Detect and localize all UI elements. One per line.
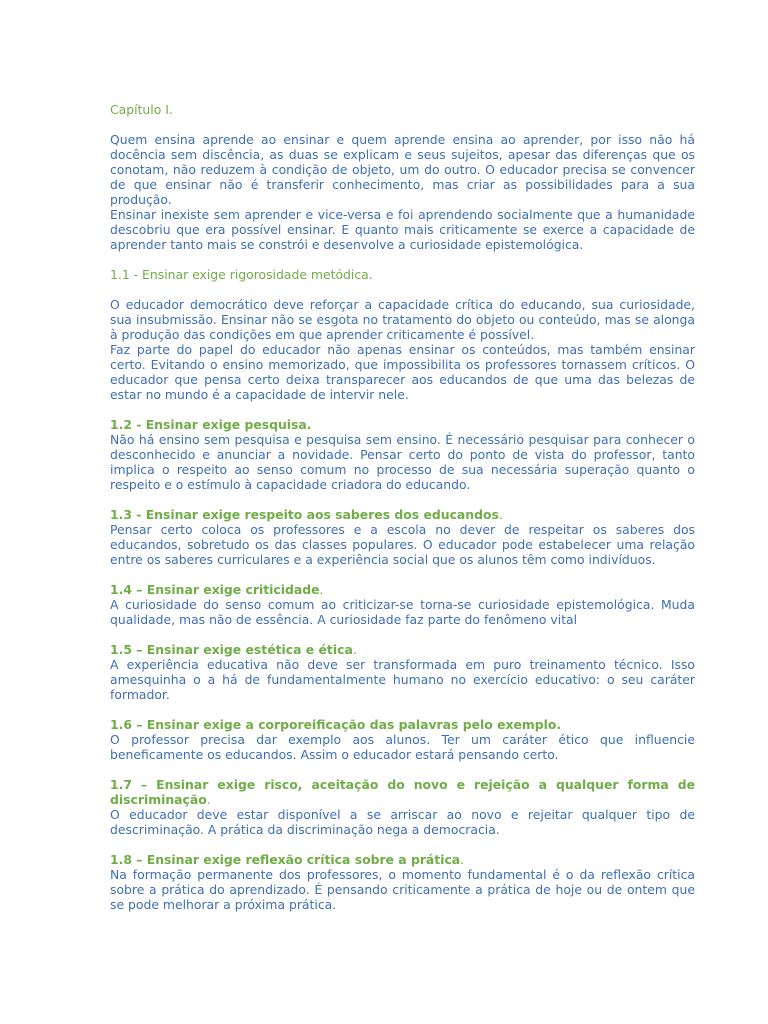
intro-paragraph-2: Ensinar inexiste sem aprender e vice-versa e foi aprendendo socialmente que a humanidade descobriu que era possível ensinar. E quanto mais criticamente se exerce a capacidade de aprender tanto mais se constrói e desenvolve a curiosidade epistemológica. bbox=[110, 207, 695, 252]
section-heading-tail: . bbox=[498, 507, 503, 522]
section-heading bbox=[110, 777, 695, 807]
section-1-3 bbox=[110, 507, 695, 567]
section-1-5 bbox=[110, 642, 695, 702]
section-heading-text: 1.7 – Ensinar exige risco, aceitação do novo e rejeição a qualquer forma de discriminação bbox=[110, 777, 695, 807]
section-paragraph: Faz parte do papel do educador não apenas ensinar os conteúdos, mas também ensinar certo. Evitando o ensino memorizado, que impossibilita os professores tornassem críticos. O educador que pensa certo deixa transparecer aos educandos de que uma das belezas de estar no mundo é a capacidade de intervir nele. bbox=[110, 342, 695, 402]
section-heading-text: 1.5 – Ensinar exige estética e ética bbox=[110, 642, 353, 657]
section-1-6 bbox=[110, 717, 695, 762]
section-heading-tail: . bbox=[206, 792, 211, 807]
intro-paragraph-1: Quem ensina aprende ao ensinar e quem aprende ensina ao aprender, por isso não há docência sem discência, as duas se explicam e seus sujeitos, apesar das diferenças que os conotam, não reduzem à condição de objeto, um do outro. O educador precisa se convencer de que ensinar não é transferir conhecimento, mas criar as possibilidades para a sua produção. bbox=[110, 132, 695, 207]
section-heading-tail: . bbox=[319, 582, 324, 597]
section-heading bbox=[110, 582, 695, 597]
section-heading bbox=[110, 852, 695, 867]
section-paragraph: A curiosidade do senso comum ao criticizar-se torna-se curiosidade epistemológica. Muda qualidade, mas não de essência. A curiosidade faz parte do fenômeno vital bbox=[110, 597, 695, 627]
section-paragraph: A experiência educativa não deve ser transformada em puro treinamento técnico. Isso amesquinha o a há de fundamentalmente humano no exercício educativo: o seu caráter formador. bbox=[110, 657, 695, 702]
section-heading bbox=[110, 642, 695, 657]
section-heading-text: 1.2 - Ensinar exige pesquisa. bbox=[110, 417, 312, 432]
section-heading-text: 1.1 - Ensinar exige rigorosidade metódica bbox=[110, 267, 369, 282]
section-heading bbox=[110, 417, 695, 432]
section-1-2 bbox=[110, 417, 695, 492]
section-1-7 bbox=[110, 777, 695, 837]
section-paragraph: O professor precisa dar exemplo aos alunos. Ter um caráter ético que influencie beneficamente os educandos. Assim o educador estará pensando certo. bbox=[110, 732, 695, 762]
section-heading-tail: . bbox=[368, 267, 373, 282]
chapter-title: Capítulo I. bbox=[110, 102, 173, 117]
section-1-8 bbox=[110, 852, 695, 912]
section-paragraph: Não há ensino sem pesquisa e pesquisa sem ensino. É necessário pesquisar para conhecer o desconhecido e anunciar a novidade. Pensar certo do ponto de vista do professor, tanto implica o respeito ao senso comum no processo de sua necessária superação quanto o respeito e o estímulo à capacidade criadora do educando. bbox=[110, 432, 695, 492]
section-paragraph: Na formação permanente dos professores, o momento fundamental é o da reflexão crítica sobre a prática do aprendizado. É pensando criticamente a prática de hoje ou de ontem que se pode melhorar a próxima prática. bbox=[110, 867, 695, 912]
section-heading-text: 1.4 – Ensinar exige criticidade bbox=[110, 582, 320, 597]
section-paragraph: Pensar certo coloca os professores e a escola no dever de respeitar os saberes dos educandos, sobretudo os das classes populares. O educador pode estabelecer uma relação entre os saberes curriculares e a experiência social que os alunos têm como indivíduos. bbox=[110, 522, 695, 567]
section-heading-text: 1.6 – Ensinar exige a corporeificação das palavras pelo exemplo. bbox=[110, 717, 562, 732]
section-heading-text: 1.8 – Ensinar exige reflexão crítica sobre a prática bbox=[110, 852, 461, 867]
section-paragraph: O educador democrático deve reforçar a capacidade crítica do educando, sua curiosidade, sua insubmissão. Ensinar não se esgota no tratamento do objeto ou conteúdo, mas se alonga à produção das condições em que aprender criticamente é possível. bbox=[110, 297, 695, 342]
section-heading-tail: . bbox=[352, 642, 357, 657]
document-page bbox=[110, 102, 695, 912]
section-heading bbox=[110, 267, 695, 282]
section-1-1 bbox=[110, 267, 695, 402]
section-heading-tail: . bbox=[460, 852, 465, 867]
section-heading-text: 1.3 - Ensinar exige respeito aos saberes dos educandos bbox=[110, 507, 499, 522]
section-heading bbox=[110, 717, 695, 732]
section-paragraph: O educador deve estar disponível a se arriscar ao novo e rejeitar qualquer tipo de descriminação. A prática da discriminação nega a democracia. bbox=[110, 807, 695, 837]
section-1-4 bbox=[110, 582, 695, 627]
section-heading bbox=[110, 507, 695, 522]
